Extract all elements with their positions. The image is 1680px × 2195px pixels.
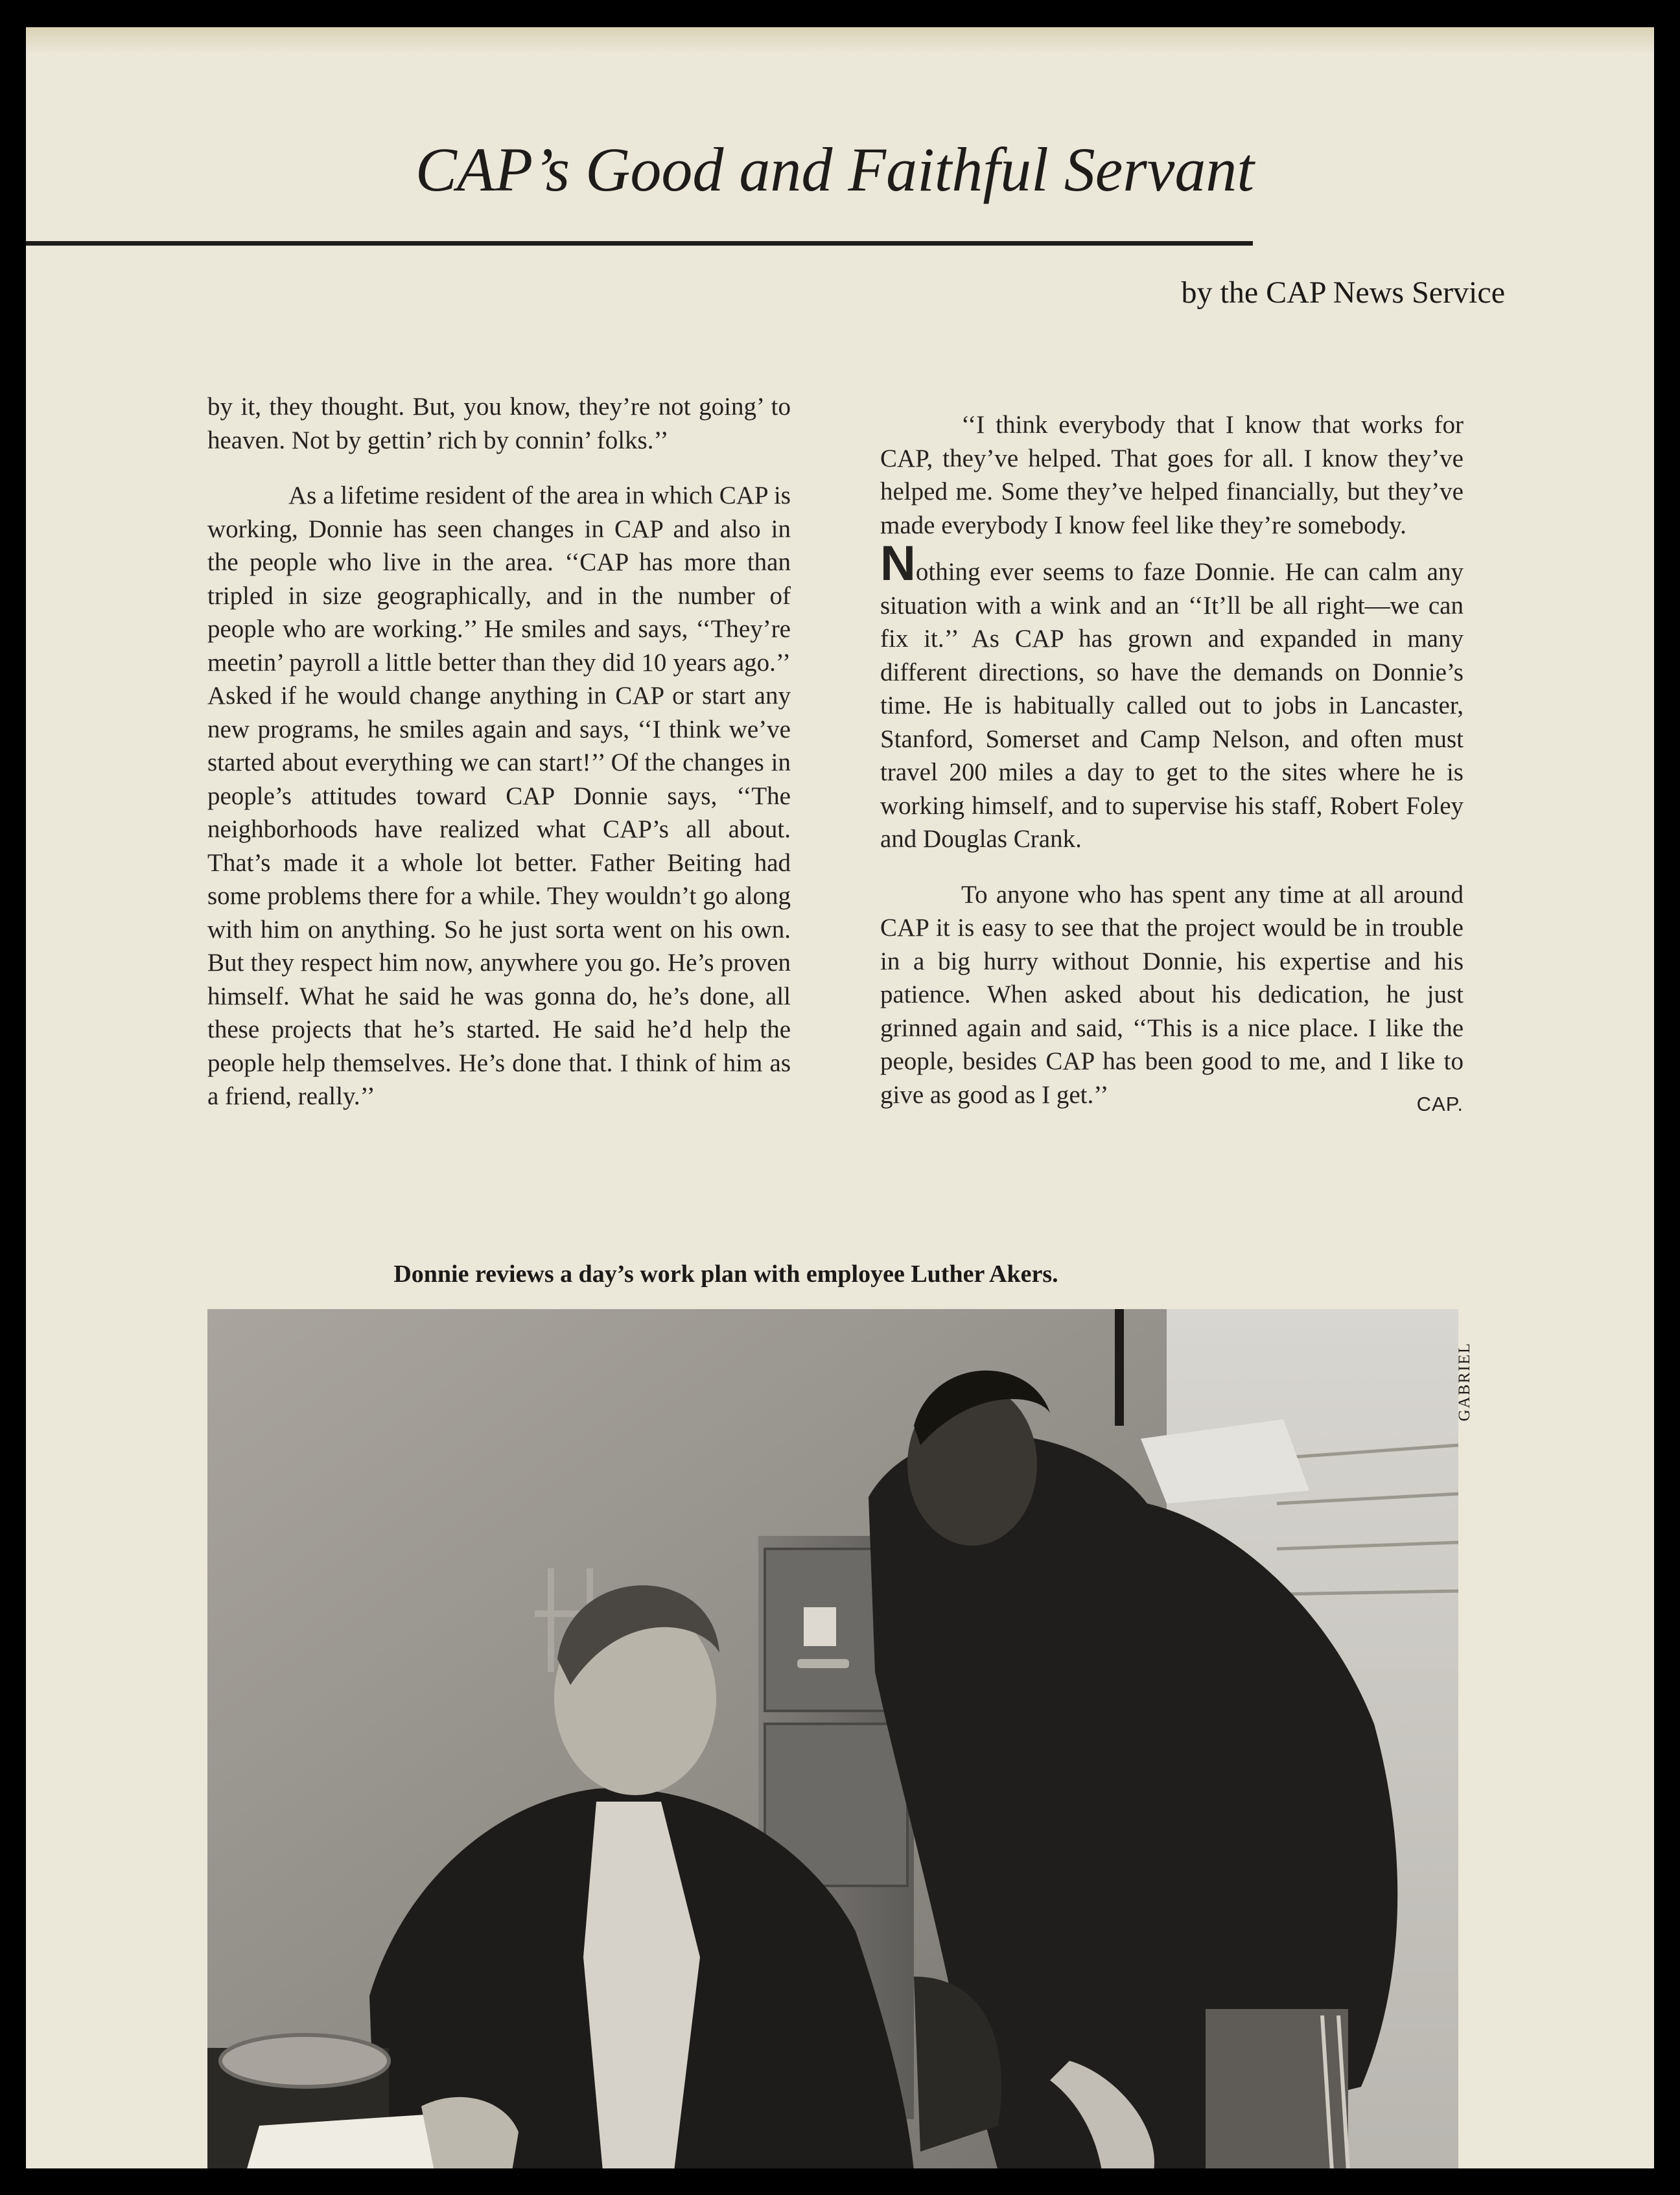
title-rule	[26, 241, 1253, 246]
right-paragraph-3	[880, 878, 1464, 1115]
right-column	[880, 408, 1464, 1121]
right-paragraph-3-text: To anyone who has spent any time at all around CAP it is easy to see that the project would be in trouble in a big hurry without Donnie, his expertise and his patience. When asked about his dedication, he just grinned again and said, ‘‘This is a nice place. I like the people, besides CAP has been good to me, and I like to give as good as I get.’’	[880, 880, 1464, 1109]
photo-credit-text: GABRIEL	[1456, 1341, 1473, 1422]
left-paragraph-2: As a lifetime resident of the area in which CAP is working, Donnie has seen changes in CAP and also in the people who live in the area. ‘‘CAP has more than tripled in size geographically, and in the number of people who are working.’’ He smiles and says, ‘‘They’re meetin’ payroll a little better than they did 10 years ago.’’ Asked if he would change anything in CAP or start any new programs, he smiles again and says, ‘‘I think we’ve started about everything we can start!’’ Of the changes in people’s attitudes toward CAP Donnie says, ‘‘The neighborhoods have realized what CAP’s all about. That’s made it a whole lot better. Father Beiting had some problems there for a while. They wouldn’t go along with him on anything. So he just sorta went on his own. But they respect him now, anywhere you go. He’s proven himself. What he said he was gonna do, he’s done, all these projects that he’s started. He said he’d help the people help themselves. He’s done that. I think of him as a friend, really.’’	[207, 482, 791, 1110]
magazine-page	[26, 27, 1654, 2168]
photo-credit	[1452, 1330, 1478, 1434]
drawer-label	[804, 1607, 836, 1646]
left-paragraph-1: by it, they thought. But, you know, they’re not going’ to heaven. Not by gettin’ rich by connin’ folks.’’	[207, 393, 791, 454]
drop-cap: N	[880, 536, 916, 591]
photo-illustration	[207, 1309, 1458, 2168]
photo-caption: Donnie reviews a day’s work plan with employee Luther Akers.	[393, 1260, 1058, 1288]
right-paragraph-2	[880, 536, 1464, 856]
article-title: CAP’s Good and Faithful Servant	[415, 135, 1254, 204]
article-photo	[207, 1309, 1458, 2168]
left-column	[207, 390, 791, 1113]
wall-post	[1115, 1309, 1124, 1426]
right-paragraph-1: ‘‘I think everybody that I know that works for CAP, they’ve helped. That goes for all. I know they’ve helped me. Some they’ve helped financially, but they’ve made everybody I know feel like they’re somebody.	[880, 411, 1464, 539]
article-byline: by the CAP News Service	[1181, 275, 1505, 310]
ashtray	[220, 2035, 389, 2087]
article-signoff: CAP.	[1416, 1092, 1464, 1115]
right-paragraph-2-text: othing ever seems to faze Donnie. He can calm any situation with a wink and an ‘‘It’ll be all right—we can fix it.’’ As CAP has grown and expanded in many different directions, so have the demands on Donnie’s time. He is habitually called out to jobs in Lancaster, Stanford, Somerset and Camp Nelson, and often must travel 200 miles a day to get to the sites where he is working himself, and to supervise his staff, Robert Foley and Douglas Crank.	[880, 558, 1464, 853]
drawer-handle	[797, 1659, 849, 1668]
page-edge-shading	[26, 27, 1654, 53]
